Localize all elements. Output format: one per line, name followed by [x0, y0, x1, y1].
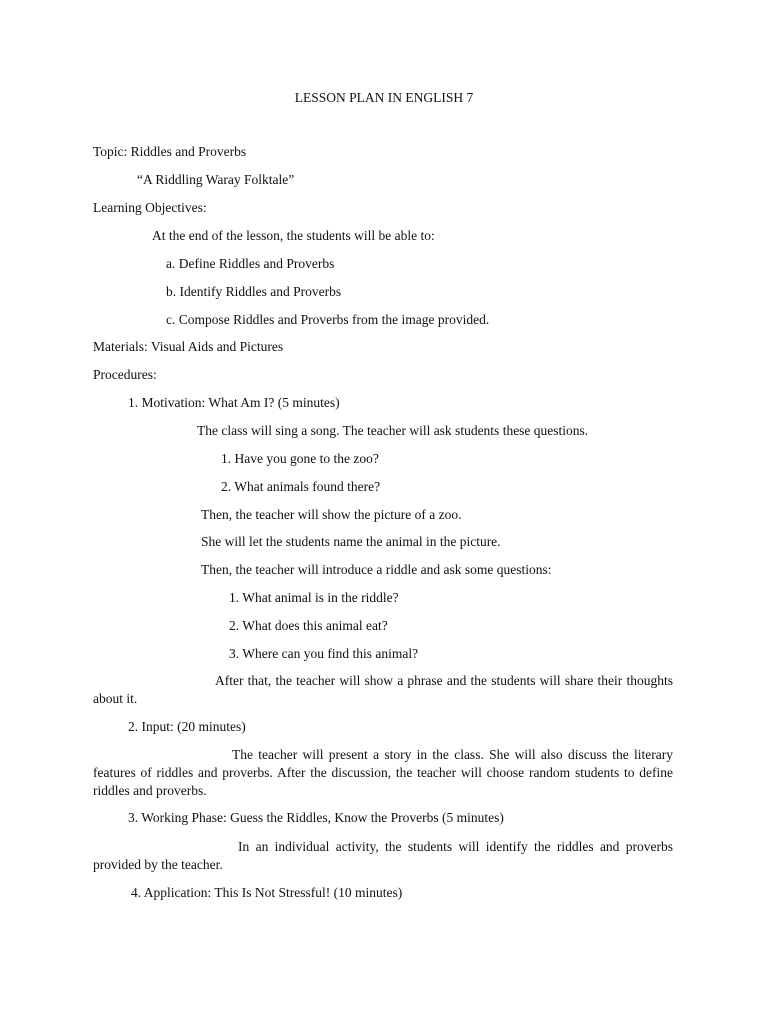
- step-text: She will let the students name the animal in the picture.: [201, 534, 501, 549]
- riddle-question-item: 1. What animal is in the riddle?: [229, 590, 399, 605]
- step-text: Then, the teacher will introduce a riddle and ask some questions:: [201, 562, 552, 577]
- procedures-heading: Procedures:: [93, 367, 157, 382]
- step-heading: 3. Working Phase: Guess the Riddles, Know the Proverbs (5 minutes): [128, 810, 504, 825]
- step-heading: 1. Motivation: What Am I? (5 minutes): [128, 395, 340, 410]
- step-paragraph: After that, the teacher will show a phrase and the students will share their thoughts about it.: [93, 673, 673, 706]
- materials-line: Materials: Visual Aids and Pictures: [93, 339, 284, 354]
- topic-line: Topic: Riddles and Proverbs: [93, 144, 247, 159]
- riddle-question-item: 3. Where can you find this animal?: [229, 646, 419, 661]
- question-item: 1. Have you gone to the zoo?: [221, 451, 379, 466]
- step-paragraph: In an individual activity, the students will identify the riddles and proverbs provided by the teacher.: [93, 839, 673, 872]
- riddle-question-item: 2. What does this animal eat?: [229, 618, 388, 633]
- question-item: 2. What animals found there?: [221, 479, 381, 494]
- step-text: The class will sing a song. The teacher will ask students these questions.: [197, 423, 589, 438]
- step-heading: 2. Input: (20 minutes): [128, 719, 246, 734]
- objective-item: a. Define Riddles and Proverbs: [166, 256, 335, 271]
- objective-item: b. Identify Riddles and Proverbs: [166, 284, 342, 299]
- step-heading: 4. Application: This Is Not Stressful! (10 minutes): [131, 885, 403, 900]
- step-text: Then, the teacher will show the picture of a zoo.: [201, 507, 462, 522]
- objectives-intro: At the end of the lesson, the students will be able to:: [152, 228, 435, 243]
- objective-item: c. Compose Riddles and Proverbs from the image provided.: [166, 312, 490, 327]
- document-title: LESSON PLAN IN ENGLISH 7: [294, 90, 474, 105]
- objectives-heading: Learning Objectives:: [93, 200, 207, 215]
- folktale-subtitle: “A Riddling Waray Folktale”: [137, 172, 295, 187]
- step-paragraph: The teacher will present a story in the class. She will also discuss the literary features of riddles and proverbs. After the discussion, the teacher will choose random students to define riddles and proverbs.: [93, 747, 673, 798]
